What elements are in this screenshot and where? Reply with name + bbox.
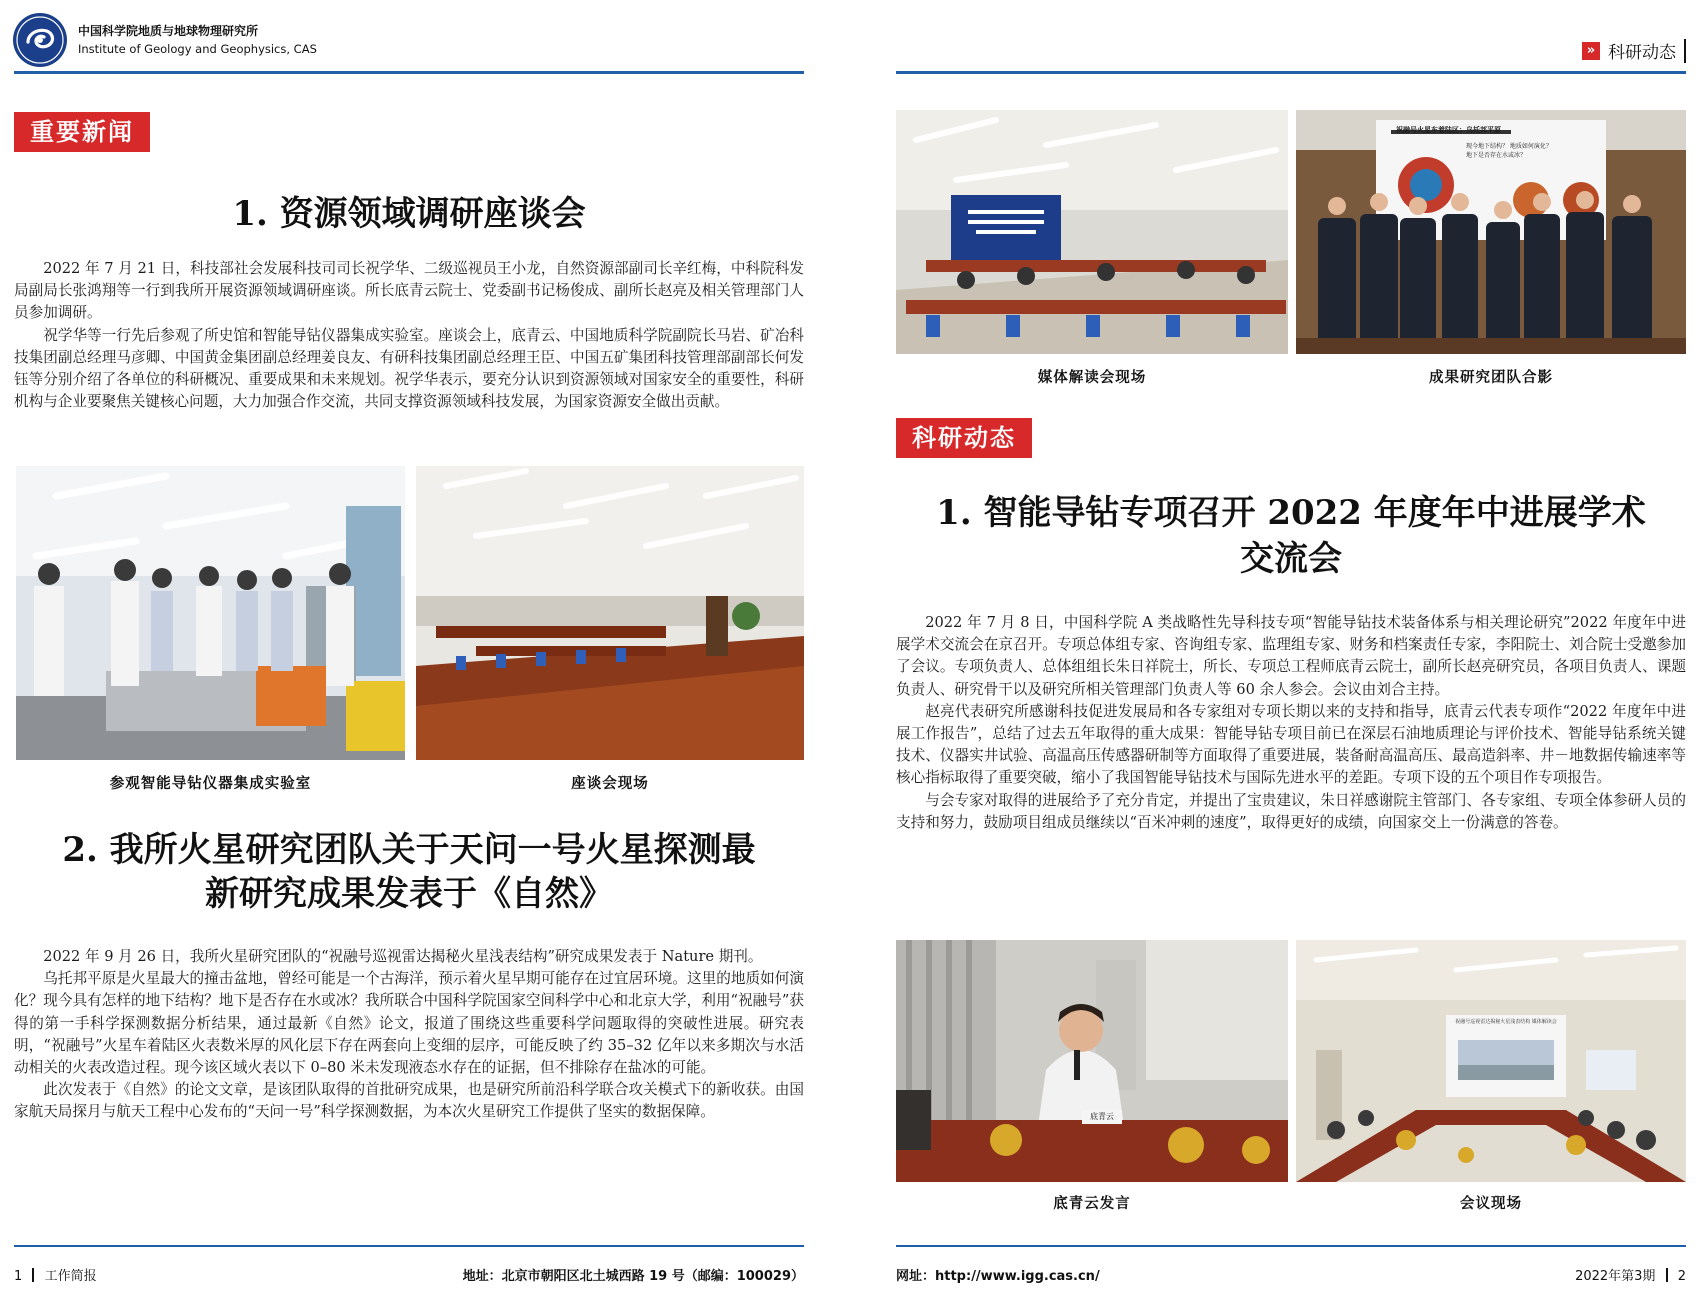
article3-title-line2: 交流会	[1240, 539, 1342, 579]
right-page	[850, 0, 1700, 1291]
caption-conference-room: 会议现场	[1460, 1195, 1522, 1212]
header-rule	[896, 71, 1686, 74]
article3-title-line1: 1. 智能导钻专项召开 2022 年度年中进展学术	[936, 493, 1646, 533]
photo-media-briefing	[896, 110, 1288, 354]
footer-divider	[32, 1268, 34, 1282]
screen-text: 祝融号巡视雷达揭秘火星浅表结构 媒体解读会	[1455, 1019, 1557, 1025]
footer-rule	[14, 1245, 804, 1247]
org-name	[78, 22, 317, 56]
footer-label: 工作简报	[44, 1269, 97, 1284]
article2-paragraph: 乌托邦平原是火星最大的撞击盆地，曾经可能是一个古海洋，预示着火星早期可能存在过宜居环境。这里的地质如何演化？现今具有怎样的地下结构？地下是否存在水或冰？我所联合中国科学院国家空间科学中心和北京大学，利用“祝融号”获得的第一手科学探测数据分析结果，通过最新《自然》论文，报道了围绕这些重要科学问题取得的突破性进展。研究表明，“祝融号”火星车着陆区火表数米厚的风化层下存在两套向上变细的层序，可能反映了约 35–32 亿年以来多期次与水活动相关的火表改造过程。现今该区域火表以下 0–80 米未发现液态水存在的证据，但不排除存在盐冰的可能。	[14, 970, 804, 1077]
caption-team-group: 成果研究团队合影	[1429, 369, 1553, 386]
institute-logo-icon	[12, 12, 68, 68]
right-header-section: 科研动态	[1608, 43, 1676, 63]
article3-title	[896, 490, 1686, 582]
header-bar	[1684, 39, 1686, 63]
article2-paragraph: 2022 年 9 月 26 日，我所火星研究团队的“祝融号巡视雷达揭秘火星浅表结构”研究成果发表于 Nature 期刊。	[43, 948, 763, 965]
footer-rule	[896, 1245, 1686, 1247]
caption-media-briefing: 媒体解读会现场	[1037, 369, 1147, 386]
article1-paragraph: 祝学华等一行先后参观了所史馆和智能导钻仪器集成实验室。座谈会上，底青云、中国地质科学院副院长马岩、矿冶科技集团副总经理马彦卿、中国黄金集团副总经理姜良友、有研科技集团副总经理王臣、中国五矿集团科技管理部副部长何发钰等分别介绍了各单位的科研概况、重要成果和未来规划。祝学华表示，要充分认识到资源领域对国家安全的重要性，科研机构与企业要聚焦关键核心问题，大力加强合作交流，共同支撑资源领域科技发展，为国家资源安全做出贡献。	[14, 326, 804, 411]
section-tag-research-news: 科研动态	[896, 418, 1032, 458]
photo-lab-visit	[16, 466, 405, 760]
article2-body	[14, 946, 804, 1124]
article2-paragraph: 此次发表于《自然》的论文文章，是该团队取得的首批研究成果，也是研究所前沿科学联合攻关模式下的新收获。由国家航天局探月与航天工程中心发布的“天问一号”科学探测数据，为本次火星研究工作提供了坚实的数据保障。	[14, 1081, 804, 1121]
chevron-right-icon: »	[1582, 42, 1600, 60]
article3-body	[896, 612, 1686, 834]
page-number: 2	[1677, 1269, 1686, 1284]
footer-right	[1575, 1265, 1686, 1284]
slide-question-line1: 现今地下结构？ 地质如何演化？	[1466, 143, 1552, 150]
article1-body	[14, 258, 804, 413]
header-rule	[14, 71, 804, 74]
article3-paragraph: 赵亮代表研究所感谢科技促进发展局和各专家组对专项长期以来的支持和指导，底青云代表专项作“2022 年度年中进展工作报告”，总结了过去五年取得的重大成果：智能导钻专项目前已在深层石油地质理论与评价技术、智能导钻系统关键技术、仪器实井试验、高温高压传感器研制等方面取得了重要进展，装备耐高温高压、最高造斜率、井－地数据传输速率等核心指标取得了重要突破，缩小了我国智能导钻技术与国际先进水平的差距。专项下设的五个项目作专项报告。	[896, 702, 1686, 787]
article3-paragraph: 2022 年 7 月 8 日，中国科学院 A 类战略性先导科技专项“智能导钻技术装备体系与相关理论研究”2022 年度年中进展学术交流会在京召开。专项总体组专家、咨询组专家、监理组专家、财务和档案责任专家，李阳院士、刘合院士受邀参加了会议。专项负责人、总体组组长朱日祥院士，所长、专项总工程师底青云院士，副所长赵亮研究员，各项目负责人、课题负责人、研究骨干以及研究所相关管理部门负责人等 60 余人参会。会议由刘合主持。	[896, 614, 1686, 698]
footer-address: 地址：北京市朝阳区北土城西路 19 号（邮编：100029）	[462, 1269, 804, 1284]
footer-website: 网址：http://www.igg.cas.cn/	[896, 1269, 1100, 1284]
article1-paragraph: 2022 年 7 月 21 日，科技部社会发展科技司司长祝学华、二级巡视员王小龙，自然资源部副司长辛红梅，中科院科发局副局长张鸿翔等一行到我所开展资源领域调研座谈。所长底青云院士、党委副书记杨俊成、副所长赵亮及相关管理部门人员参加调研。	[14, 260, 804, 322]
issue-label: 2022年第3期	[1575, 1269, 1656, 1284]
photo-meeting-hall	[416, 466, 804, 760]
nameplate: 底青云	[1090, 1112, 1114, 1121]
caption-meeting-hall: 座谈会现场	[571, 775, 649, 792]
page-number: 1	[14, 1269, 23, 1284]
slide-title: 祝融号火星车着陆区：乌托邦平原	[1396, 126, 1501, 134]
org-name-en: Institute of Geology and Geophysics, CAS	[78, 42, 317, 56]
footer-divider	[1666, 1268, 1668, 1282]
caption-speaker: 底青云发言	[1053, 1195, 1131, 1212]
footer-left	[14, 1265, 97, 1284]
article2-title	[14, 828, 804, 916]
org-name-cn: 中国科学院地质与地球物理研究所	[78, 24, 259, 38]
article2-title-line1: 2. 我所火星研究团队关于天问一号火星探测最	[62, 830, 756, 870]
photo-speaker	[896, 940, 1288, 1182]
section-tag-important-news: 重要新闻	[14, 112, 150, 152]
article2-title-line2: 新研究成果发表于《自然》	[205, 874, 613, 914]
right-header	[1582, 38, 1686, 63]
caption-lab-visit: 参观智能导钻仪器集成实验室	[109, 775, 312, 792]
team-members	[1296, 110, 1686, 354]
photo-conference-room	[1296, 940, 1686, 1182]
photo-team-group	[1296, 110, 1686, 354]
article1-title: 1. 资源领域调研座谈会	[232, 194, 586, 234]
article3-paragraph: 与会专家对取得的进展给予了充分肯定，并提出了宝贵建议，朱日祥感谢院主管部门、各专家组、专项全体参研人员的支持和努力，鼓励项目组成员继续以“百米冲刺的速度”，取得更好的成绩，向国家交上一份满意的答卷。	[896, 791, 1686, 831]
slide-question-line2: 地下是否存在水或冰？	[1466, 152, 1527, 159]
